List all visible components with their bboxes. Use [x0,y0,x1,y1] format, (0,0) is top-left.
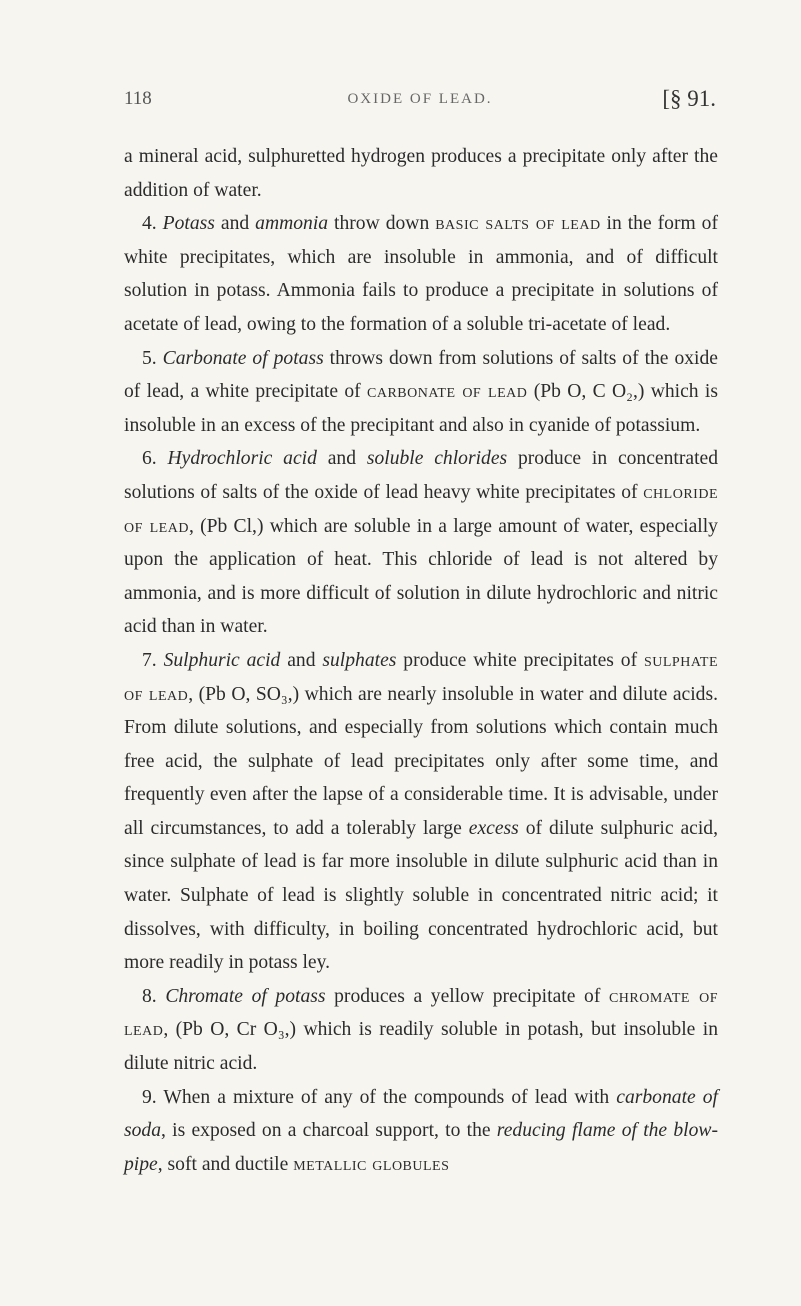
text-span: and [280,649,323,671]
item-number: 9. [142,1086,164,1108]
reagent-name: carbonate of soda [124,1086,718,1142]
item-number: 8. [142,985,166,1007]
compound-name: carbonate of lead [367,381,528,403]
paragraph-6 [124,442,718,644]
paragraph-4 [124,207,718,341]
paragraph-8 [124,980,718,1081]
item-number: 5. [142,347,163,369]
text-span: produces a yellow precipitate of [325,985,609,1007]
reagent-name: Carbonate of potass [162,347,324,369]
item-number: 7. [142,649,164,671]
paragraph-9 [124,1081,718,1182]
text-span: throws down from solutions of salts of the oxide of lead, a white precipitate of [124,347,718,403]
running-title: OXIDE OF LEAD. [347,91,493,107]
item-number: 4. [142,213,163,235]
text-span: and [316,448,367,470]
item-number: 6. [142,448,168,470]
paragraph-7 [124,644,718,980]
compound-name: sulphate of lead [124,649,718,705]
text-span: produce in concentrated solutions of salts of the oxide of lead heavy white precipitates of [124,448,719,503]
reagent-name: Chromate of potass [165,985,326,1007]
compound-name: chloride of lead [124,481,718,537]
compound-name: chromate of lead [124,985,718,1041]
emphasis-text: excess [468,817,519,839]
text-span: , (Pb O, SO₃,) which are nearly insoluble in water and dilute acids. From dilute solutions, and especially from solutions which contain much free acid, the sulphate of lead precipitates only after some time, and frequently even after the lapse of a considerable time. It is advisable, under all circumstances, to add a tolerably large [124,683,718,839]
text-span: (Pb O, C O₂,) which is insoluble in an excess of the precipitant and also in cyanide of potassium. [124,381,718,436]
reagent-name: ammonia [255,213,329,235]
text-span: When a mixture of any of the compounds of lead with [163,1086,617,1108]
reagent-name: Sulphuric acid [163,649,281,671]
text-span: of dilute sulphuric acid, since sulphate of lead is far more insoluble in dilute sulphuric acid than in water. Sulphate of lead is slightly soluble in concentrated nitric acid; it dissolves, with difficulty, in boiling concentrated hydrochloric acid, but more readily in potass ley. [124,817,718,974]
text-span: produce white precipitates of [396,649,644,671]
compound-name: basic salts of lead [435,213,601,235]
reagent-name: sulphates [322,649,397,671]
paragraph-5 [124,342,718,443]
text-span: in the form of white precipitates, which are insoluble in ammonia, and of difficult solution in potass. Ammonia fails to produce a precipitate in solutions of acetate of lead, owing to the formation of a soluble tri-acetate of lead. [124,213,718,335]
emphasis-text: reducing flame of the blow-pipe [124,1120,718,1175]
text-span: and [214,213,256,235]
text-span: , soft and ductile [157,1153,294,1175]
reagent-name: Hydrochloric acid [167,448,317,470]
page-header [124,88,716,118]
reagent-name: Potass [162,213,215,235]
compound-name: metallic globules [293,1153,450,1175]
page-body [124,140,718,1181]
page-number: 118 [124,88,152,109]
text-span: a mineral acid, sulphuretted hydrogen produces a precipitate only after the addition of water. [124,146,718,201]
text-span: , is exposed on a charcoal support, to the [161,1120,497,1142]
text-span: , (Pb Cl,) which are soluble in a large amount of water, especially upon the application of heat. This chloride of lead is not altered by ammonia, and is more difficult of solution in dilute hydrochloric and nitric acid than in water. [124,515,718,638]
reagent-name: soluble chlorides [366,448,508,470]
section-number: [§ 91. [662,86,716,111]
text-span: throw down [328,213,436,235]
paragraph-continuation [124,140,718,207]
text-span: , (Pb O, Cr O₃,) which is readily soluble in potash, but insoluble in dilute nitric acid. [124,1019,718,1075]
